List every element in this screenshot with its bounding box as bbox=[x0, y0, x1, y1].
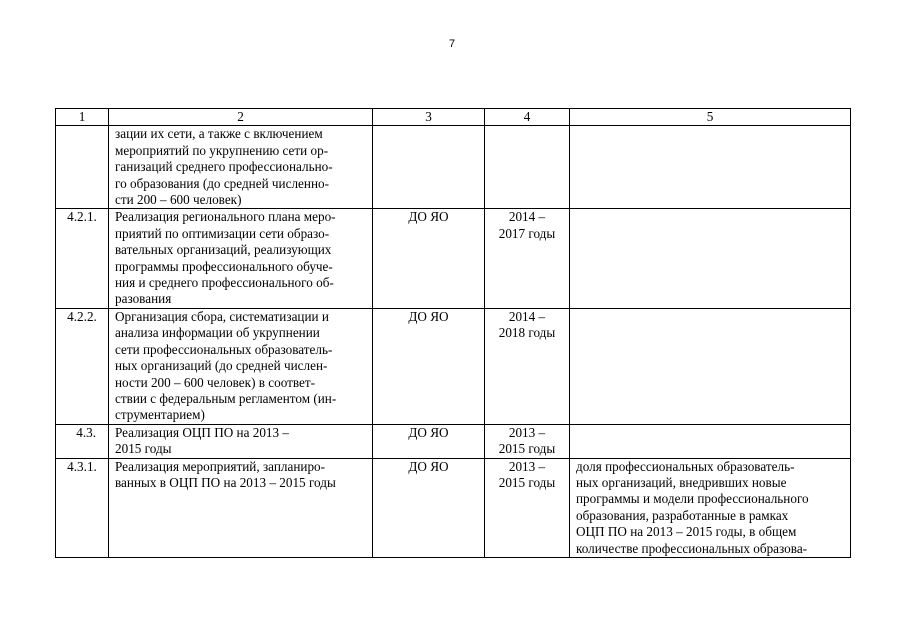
item-executor bbox=[373, 126, 485, 209]
column-header-1: 1 bbox=[56, 109, 109, 126]
item-number: 4.3.1. bbox=[56, 458, 109, 557]
item-indicator bbox=[570, 458, 851, 557]
description-line: ганизаций среднего профессионально- bbox=[115, 159, 333, 175]
item-executor: ДО ЯО bbox=[373, 209, 485, 308]
period-line: 2013 – bbox=[508, 458, 546, 474]
period-line: 2015 годы bbox=[498, 441, 556, 457]
period-line: 2017 годы bbox=[498, 225, 556, 241]
description-line: вательных организаций, реализующих bbox=[115, 242, 332, 258]
item-number: 4.2.2. bbox=[56, 308, 109, 424]
indicator-line: доля профессиональных образователь- bbox=[576, 458, 795, 474]
description-line: анализа информации об укрупнении bbox=[115, 325, 320, 341]
column-header-3: 3 bbox=[373, 109, 485, 126]
item-indicator bbox=[570, 424, 851, 458]
item-description bbox=[109, 458, 373, 557]
item-description bbox=[109, 209, 373, 308]
period-line: 2015 годы bbox=[498, 474, 556, 490]
description-line: приятий по оптимизации сети образо- bbox=[115, 225, 330, 241]
table-row bbox=[56, 458, 851, 557]
description-line: разования bbox=[115, 291, 172, 307]
period-line: 2018 годы bbox=[498, 325, 556, 341]
column-header-5: 5 bbox=[570, 109, 851, 126]
column-header-4: 4 bbox=[485, 109, 570, 126]
description-line: Реализация регионального плана меро- bbox=[115, 209, 336, 225]
action-plan-table bbox=[55, 108, 851, 558]
description-line: Реализация мероприятий, запланиро- bbox=[115, 458, 326, 474]
item-indicator bbox=[570, 126, 851, 209]
description-line: го образования (до средней численно- bbox=[115, 175, 329, 191]
description-line: ных организаций (до средней числен- bbox=[115, 358, 328, 374]
table-row bbox=[56, 209, 851, 308]
item-description bbox=[109, 308, 373, 424]
description-line: ствии с федеральным регламентом (ин- bbox=[115, 390, 337, 406]
description-line: ности 200 – 600 человек) в соответ- bbox=[115, 374, 316, 390]
description-line: Организация сбора, систематизации и bbox=[115, 308, 329, 324]
item-period bbox=[485, 126, 570, 209]
description-line: сти 200 – 600 человек) bbox=[115, 192, 242, 208]
table-row bbox=[56, 126, 851, 209]
description-line: сети профессиональных образователь- bbox=[115, 341, 333, 357]
description-line: программы профессионального обуче- bbox=[115, 258, 333, 274]
period-line: 2014 – bbox=[508, 308, 546, 324]
description-line: зации их сети, а также с включением bbox=[115, 126, 323, 142]
description-line: ния и среднего профессионального об- bbox=[115, 275, 334, 291]
indicator-line: образования, разработанные в рамках bbox=[576, 507, 789, 523]
item-number bbox=[56, 126, 109, 209]
item-period bbox=[485, 308, 570, 424]
table-header-row bbox=[56, 109, 851, 126]
description-line: мероприятий по укрупнению сети ор- bbox=[115, 142, 329, 158]
item-period bbox=[485, 424, 570, 458]
table-row bbox=[56, 308, 851, 424]
indicator-line: ных организаций, внедривших новые bbox=[576, 474, 787, 490]
item-period bbox=[485, 209, 570, 308]
indicator-line: программы и модели профессионального bbox=[576, 491, 809, 507]
column-header-2: 2 bbox=[109, 109, 373, 126]
item-description bbox=[109, 424, 373, 458]
page-number: 7 bbox=[448, 38, 456, 50]
description-line: струментарием) bbox=[115, 407, 205, 423]
item-executor: ДО ЯО bbox=[373, 308, 485, 424]
item-description bbox=[109, 126, 373, 209]
period-line: 2014 – bbox=[508, 209, 546, 225]
item-indicator bbox=[570, 308, 851, 424]
table-row bbox=[56, 424, 851, 458]
item-period bbox=[485, 458, 570, 557]
item-indicator bbox=[570, 209, 851, 308]
description-line: ванных в ОЦП ПО на 2013 – 2015 годы bbox=[115, 474, 336, 490]
item-number: 4.3. bbox=[56, 424, 109, 458]
indicator-line: ОЦП ПО на 2013 – 2015 годы, в общем bbox=[576, 524, 797, 540]
indicator-line: количестве профессиональных образова- bbox=[576, 540, 808, 556]
description-line: Реализация ОЦП ПО на 2013 – bbox=[115, 424, 290, 440]
period-line: 2013 – bbox=[508, 424, 546, 440]
item-executor: ДО ЯО bbox=[373, 458, 485, 557]
description-line: 2015 годы bbox=[115, 441, 172, 457]
item-executor: ДО ЯО bbox=[373, 424, 485, 458]
item-number: 4.2.1. bbox=[56, 209, 109, 308]
